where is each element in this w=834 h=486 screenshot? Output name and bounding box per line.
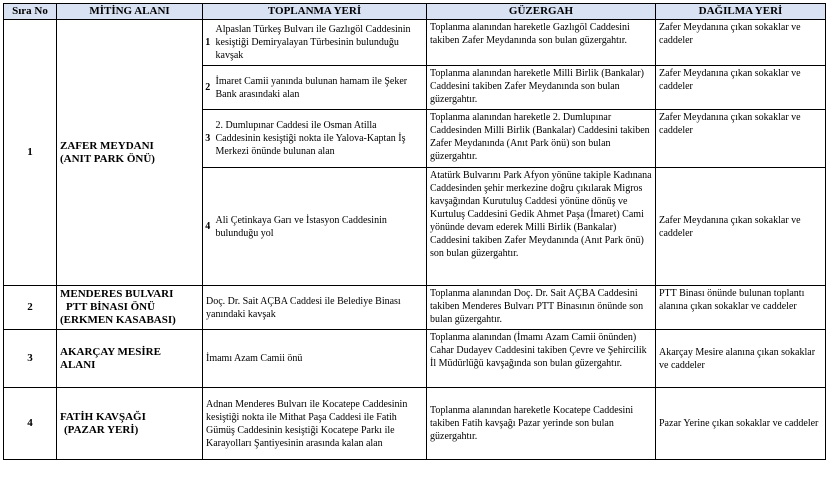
miting-cell (57, 330, 203, 388)
sira-cell: 2 (4, 286, 57, 330)
dagilma-cell: Zafer Meydanına çıkan sokaklar ve caddeler (656, 110, 826, 168)
header-row (4, 4, 826, 20)
miting-line: (PAZAR YERİ) (64, 423, 139, 436)
dagilma-cell: Zafer Meydanına çıkan sokaklar ve caddeler (656, 168, 826, 286)
sira-cell: 1 (4, 20, 57, 286)
guzergah-cell: Atatürk Bulvarını Park Afyon yönüne takiple Kadınana Caddesinden şehir merkezine doğru çıkılarak Migros kavşağından Kurutuluş Caddesi yönüne dönüş ve Kurtuluş Caddesini Gedik Ahmet Paşa (İmaret) Cami yönünde devam ederek Milli Birlik (Bankalar) Caddesini takiben Zafer Meydanında (Anıt Park önü) son bulan güzergahtır. (427, 168, 656, 286)
header-guzergah: GÜZERGAH (427, 4, 656, 20)
toplanma-cell: Adnan Menderes Bulvarı ile Kocatepe Caddesinin kesiştiği nokta ile Mithat Paşa Caddesi ile Fatih Gümüş Caddesinin kesiştiği Kocatepe Parkı ile Karayolları Şantiyesinin arasında kalan alan (203, 388, 427, 460)
toplanma-cell: İmamı Azam Camii önü (203, 330, 427, 388)
miting-table (3, 3, 826, 460)
table-row (4, 388, 826, 460)
sub-number: 3 (203, 110, 213, 168)
header-dagilma: DAĞILMA YERİ (656, 4, 826, 20)
miting-cell (57, 20, 203, 286)
toplanma-cell: Alpaslan Türkeş Bulvarı ile Gazlıgöl Caddesinin kesiştiği Demiryalayan Türbesinin bulunduğu kavşak (213, 20, 427, 66)
dagilma-cell: Pazar Yerine çıkan sokaklar ve caddeler (656, 388, 826, 460)
miting-line: ZAFER MEYDANI (60, 139, 154, 152)
header-miting: MİTİNG ALANI (57, 4, 203, 20)
table-row (4, 286, 826, 330)
guzergah-cell: Toplanma alanından hareketle Gazlıgöl Caddesini takiben Zafer Meydanında son bulan güzergahtır. (427, 20, 656, 66)
sira-cell: 4 (4, 388, 57, 460)
guzergah-cell: Toplanma alanından hareketle Milli Birlik (Bankalar) Caddesini takiben Zafer Meydanında son bulan güzergahtır. (427, 66, 656, 110)
dagilma-cell: PTT Binası önünde bulunan toplantı alanına çıkan sokaklar ve caddeler (656, 286, 826, 330)
dagilma-cell: Zafer Meydanına çıkan sokaklar ve caddeler (656, 66, 826, 110)
miting-line: (ERKMEN KASABASI) (60, 314, 176, 326)
miting-line: MENDERES BULVARI (60, 288, 174, 300)
miting-line: ALANI (60, 358, 96, 371)
miting-line: AKARÇAY MESİRE (60, 345, 161, 358)
sub-number: 4 (203, 168, 213, 286)
guzergah-cell: Toplanma alanından hareketle Kocatepe Caddesini takiben Fatih kavşağı Pazar yerinde son bulan güzergahtır. (427, 388, 656, 460)
table-row (4, 330, 826, 388)
miting-line: PTT BİNASI ÖNÜ (66, 301, 156, 313)
guzergah-cell: Toplanma alanından hareketle 2. Dumlupınar Caddesinden Milli Birlik (Bankalar) Caddesini takiben Zafer Meydanında (Anıt Park önü) son bulan güzergahtır. (427, 110, 656, 168)
miting-cell (57, 286, 203, 330)
toplanma-cell: Ali Çetinkaya Garı ve İstasyon Caddesinin bulunduğu yol (213, 168, 427, 286)
table-row (4, 20, 826, 66)
toplanma-cell: 2. Dumlupınar Caddesi ile Osman Atilla Caddesinin kesiştiği nokta ile Yalova-Kaptan İş Merkezi önünde bulunan alan (213, 110, 427, 168)
guzergah-cell: Toplanma alanından Doç. Dr. Sait AÇBA Caddesini takiben Menderes Bulvarı PTT Binasının önünde son bulan güzergahtır. (427, 286, 656, 330)
sub-number: 1 (203, 20, 213, 66)
miting-line: (ANIT PARK ÖNÜ) (60, 152, 155, 165)
miting-cell (57, 388, 203, 460)
header-toplanma: TOPLANMA YERİ (203, 4, 427, 20)
miting-line: FATİH KAVŞAĞI (60, 410, 146, 423)
sub-number: 2 (203, 66, 213, 110)
toplanma-cell: Doç. Dr. Sait AÇBA Caddesi ile Belediye Binası yanındaki kavşak (203, 286, 427, 330)
toplanma-cell: İmaret Camii yanında bulunan hamam ile Şeker Bank arasındaki alan (213, 66, 427, 110)
dagilma-cell: Zafer Meydanına çıkan sokaklar ve caddeler (656, 20, 826, 66)
sira-cell: 3 (4, 330, 57, 388)
dagilma-cell: Akarçay Mesire alanına çıkan sokaklar ve caddeler (656, 330, 826, 388)
guzergah-cell: Toplanma alanından (İmamı Azam Camii önünden) Cahar Dudayev Caddesini takiben Çevre ve Şehircilik İl Müdürlüğü kavşağında son bulan güzergahtır. (427, 330, 656, 388)
header-sira: Sıra No (4, 4, 57, 20)
